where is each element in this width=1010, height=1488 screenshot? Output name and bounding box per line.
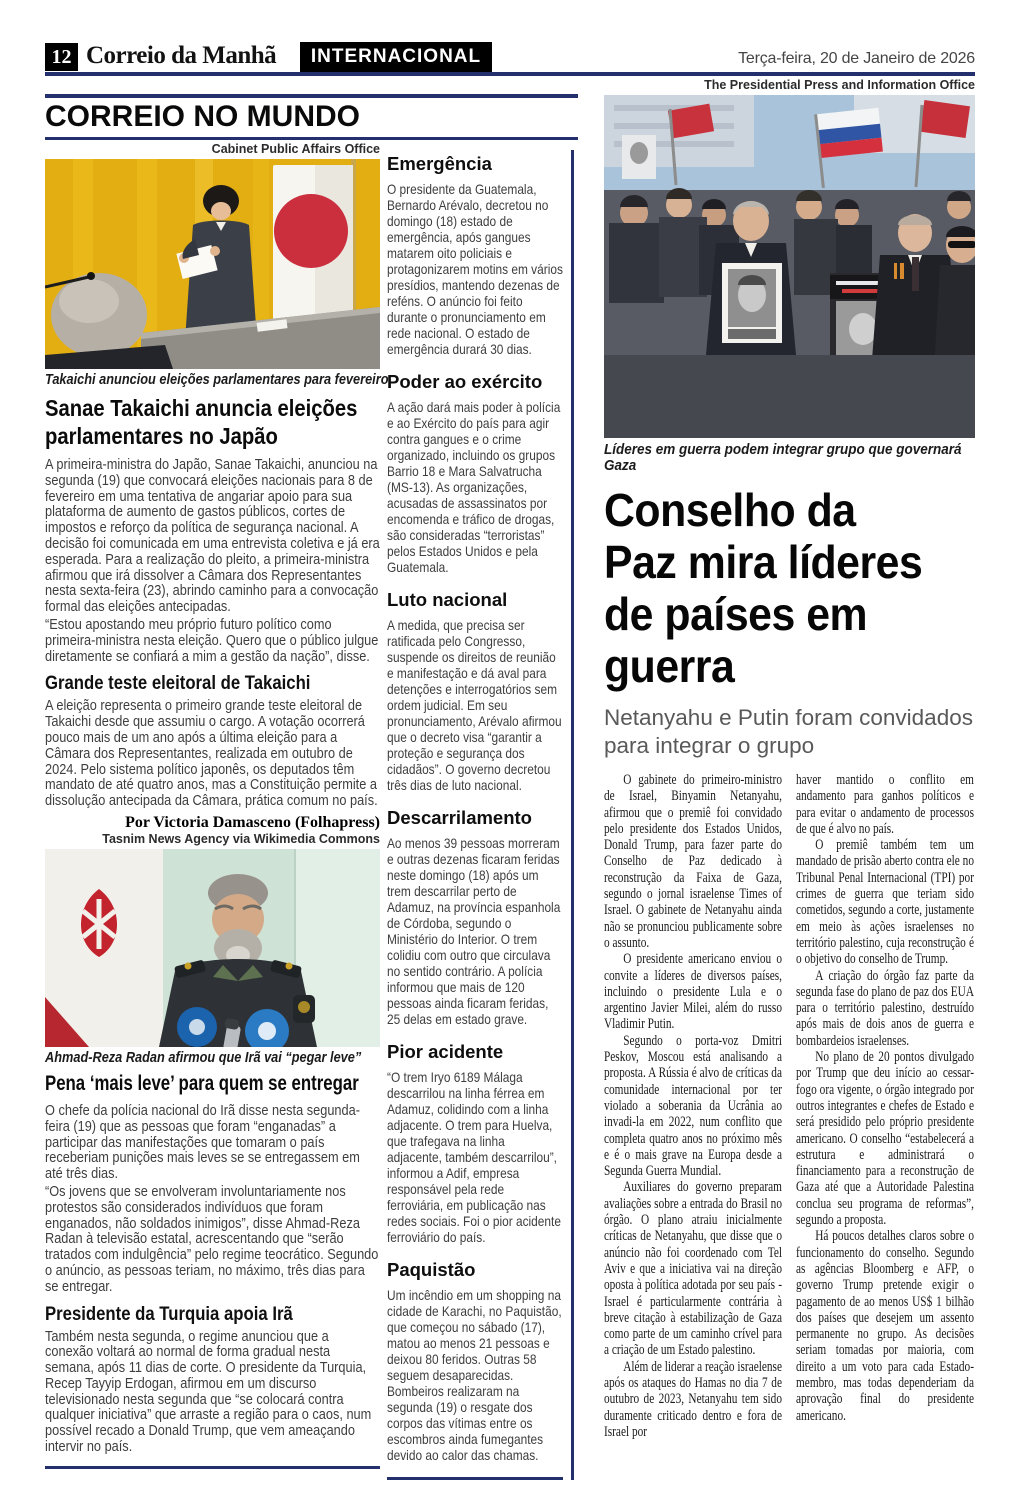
brief-paquistao [387,1259,563,1463]
paragraph: A criação do órgão faz parte da segunda fase do plano de paz dos EUA para o território palestino, destruído após mais de dois anos de guerra e bombardeios israelenses. [796,967,974,1049]
brief-body: A ação dará mais poder à polícia e ao Exército do país para agir contra gangues e o crime organizado, incluindo os grupos Barrio 18 e Mara Salvatrucha (MS-13). As organizações, acusadas de assassinatos por encomenda e tráfico de drogas, são consideradas “terroristas” pelos Estados Unidos e pela Guatemala. [387,399,561,575]
paragraph: Também nesta segunda, o regime anunciou que a conexão voltará ao normal de forma gradual nesta semana, após 11 dias de corte. O presidente da Turquia, Recep Tayyip Erdogan, afirmou em um discurso televisionado nesta segunda que “se colocará contra qualquer iniciativa” que arraste a região para o caos, num possível recado a Donald Trump, que vem ameaçando intervir no país. [45,1328,372,1456]
brief-body: Um incêndio em um shopping na cidade de Karachi, no Paquistão, que começou no sábado (17), matou ao menos 21 pessoas e deixou 80 feridos. Outras 58 seguem desaparecidas. Bombeiros realizaram na segunda (19) o resgate dos corpos das vítimas entre os escombros ainda fumegantes devido ao calor das chamas. [387,1287,562,1463]
masthead-logo: Correio da Manhã [86,42,277,69]
brief-title: Paquistão [387,1259,476,1280]
section-rule-top [45,94,578,98]
main-story-column [604,78,975,1440]
paragraph: haver mantido o conflito em andamento para ganhos políticos e para evitar o andamento de processos de que é alvo no país. [796,772,974,837]
photo-credit: Tasnim News Agency via Wikimedia Commons [102,831,380,846]
section-title: CORREIO NO MUNDO [45,100,360,133]
brief-body: O presidente da Guatemala, Bernardo Arévalo, decretou no domingo (18) estado de emergência, após gangues matarem oito policiais e protagonizarem motins em vários presídios, mantendo dezenas de reféns. O anúncio foi feito durante o pronunciamento em rede nacional. O estado de emergência durará 30 dias. [387,181,563,357]
column-end-rule [45,1466,380,1469]
edition-date: Terça-feira, 20 de Janeiro de 2026 [738,50,975,67]
article-body [45,458,380,665]
left-column [45,142,389,1469]
article-body [45,699,380,810]
paragraph: Há poucos detalhes claros sobre o funcionamento do conselho. Segundo as agências Bloomberg e AFP, o governo Trump pretende exigir o pagamento de ao menos US$ 1 bilhão dos países que desejem um assento permanente no grupo. As decisões seriam tomadas por maioria, com direito a um voto para cada Estado-membro, mas todas dependeriam da aprovação final do presidente americano. [796,1228,974,1424]
brief-body: Ao menos 39 pessoas morreram e outras dezenas ficaram feridas neste domingo (18) após um trem descarrilar perto de Adamuz, na província espanhola de Córdoba, segundo o Ministério do Interior. O trem colidiu com outro que circulava no sentido contrário. A polícia informou que mais de 120 pessoas ainda ficaram feridas, 25 delas em estado grave. [387,835,561,1027]
column-end-rule [387,1477,563,1480]
paragraph: O chefe da polícia nacional do Irã disse nesta segunda-feira (19) que as pessoas que foram “enganadas” a participar das manifestações que tomaram o país receberiam punições mais leves se se entregassem em até três dias. [45,1102,360,1183]
header-rule [45,72,975,76]
crowd-foreground [604,355,975,438]
paragraph: No plano de 20 pontos divulgado por Trump que deu início ao cessar-fogo ora vigente, o órgão integrado por outros integrantes e chefes de Estado e será presidido pelo próprio presidente americano. O conselho “estabelecerá a estrutura e administrará o financiamento para a reconstrução de Gaza até que a Autoridade Palestina conclua seu programa de reformas”, segundo a proposta. [796,1049,974,1229]
story-column-2 [796,772,974,1440]
paragraph: O premiê também tem um mandado de prisão aberto contra ele no Tribunal Penal Internacional (TPI) por crimes de guerra que teriam sido cometidos, segundo a corte, justamente em meio às ações israelenses no território palestino, cuja reconstrução é o objetivo do conselho de Trump. [796,837,974,968]
page-number: 12 [45,43,78,71]
brief-poder-ao-exercito [387,371,563,575]
paragraph: A eleição representa o primeiro grande teste eleitoral de Takaichi desde que assumiu o cargo. A votação ocorrerá pouco mais de um ano após a última eleição para a Câmara dos Representantes, realizada em outubro de 2024. Pelo sistema político japonês, os deputados têm mandato de até quatro anos, mas a Constituição permite a dissolução antecipada da Câmara, prática comum no país. [45,698,378,810]
article-body [45,1104,380,1296]
paragraph: “Os jovens que se envolveram involuntariamente nos protestos são considerados indivíduos que foram enganados, não soldados inimigos”, disse Ahmad-Reza Radan à televisão estatal, acrescentando que “serão tratados com indulgência” pelo regime teocrático. Segundo o anúncio, as pessoas teriam, no máximo, três dias para se entregar. [45,1183,379,1295]
radan-press-photo [45,849,380,1047]
article-headline: Sanae Takaichi anuncia eleições parlamentares no Japão [45,395,358,449]
paragraph: O presidente americano enviou o convite a líderes de diversos países, incluindo o presidente Lula e o argentino Javier Milei, além do russo Vladimir Putin. [604,951,782,1033]
brief-emergencia [387,153,563,357]
brief-title: Poder ao exército [387,371,543,392]
photo-credit: Cabinet Public Affairs Office [211,142,380,156]
brief-title: Emergência [387,153,492,174]
section-banner: INTERNACIONAL [300,42,492,72]
paragraph: Além de liderar a reação israelense após os ataques do Hamas no dia 7 de outubro de 2023, Netanyahu tem sido duramente criticado dentro e fora de Israel por [604,1358,782,1440]
story-column-1 [604,772,782,1440]
main-headline: Conselho da Paz mira líderes de países em guerra [604,484,923,692]
column-divider [571,150,574,1480]
main-subhead: Netanyahu e Putin foram convidados para integrar o grupo [604,705,973,758]
iran-flag [45,849,163,1047]
brief-descarrilamento [387,807,563,1027]
paragraph: “Estou apostando meu próprio futuro político como primeira-ministra nesta eleição. Quero que o público julgue diretamente se confiará a mim a gestão da nação”, disse. [45,616,379,665]
japan-flag-disc [274,194,348,268]
paragraph: Auxiliares do governo preparam avaliações sobre a entrada do Brasil no órgão. O plano atraiu inicialmente críticas de Netanyahu, que disse que o anúncio não foi coordenado com Tel Aviv e que a iniciativa vai na direção oposta à política adotada por seu país -Israel é particularmente contrária à breve citação à estabilização de Gaza como parte de um caminho crível para a criação de um Estado palestino. [604,1179,782,1359]
article-subhead: Grande teste eleitoral de Takaichi [45,673,311,695]
photo-caption: Ahmad-Reza Radan afirmou que Irã vai “pegar leve” [45,1049,362,1066]
paragraph: O gabinete do primeiro-ministro de Israel, Binyamin Netanyahu, afirmou que o premiê foi convidado pelo presidente dos Estados Unidos, Donald Trump, para fazer parte do Conselho de Paz dedicado à reconstrução da Faixa de Gaza, segundo o jornal israelense Times of Israel. O gabinete de Netanyahu ainda não se pronunciou publicamente sobre o assunto. [604,772,782,951]
brief-body: “O trem Iryo 6189 Málaga descarrilou na linha férrea em Adamuz, colidindo com a linha adjacente. O trem para Huelva, que trafegava na linha adjacente, também descarrilou”, informou a Adif, empresa responsável pela rede ferroviária, em publicação nas redes sociais. Foi o pior acidente ferroviário do país. [387,1069,561,1245]
brief-title: Pior acidente [387,1041,504,1062]
story-columns [604,772,975,1440]
photo-caption: Takaichi anunciou eleições parlamentares para fevereiro [45,372,389,388]
brief-luto-nacional [387,589,563,793]
briefs-column [387,153,563,1480]
brief-pior-acidente [387,1041,563,1245]
article-body [45,1330,380,1456]
brief-body: A medida, que precisa ser ratificada pelo Congresso, suspende os direitos de reunião e manifestação e dá aval para detenções e interrogatórios sem ordem judicial. Em seu pronunciamento, Arévalo afirmou que o decreto visa “garantir a proteção e segurança dos cidadãos”. O governo decretou três dias de luto nacional. [387,617,562,793]
article-headline: Pena ‘mais leve’ para quem se entregar [45,1071,359,1095]
article-subhead: Presidente da Turquia apoia Irã [45,1303,293,1325]
netanyahu-putin-march-photo [604,95,975,438]
paragraph: A primeira-ministra do Japão, Sanae Takaichi, anunciou na segunda (19) que convocará eleições nacionais para 8 de fevereiro em uma tentativa de angariar apoio para sua plataforma de aumento de gastos públicos, cortes de impostos e reforço da política de segurança nacional. A decisão foi comunicada em uma entrevista coletiva e já era esperada. Para a realização do pleito, a primeira-ministra afirmou que irá dissolver a Câmara dos Representantes nesta sexta-feira (23), abrindo caminho para a convocação formal das eleições antecipadas. [45,457,380,616]
brief-title: Luto nacional [387,589,508,610]
byline: Por Victoria Damasceno (Folhapress) [125,813,380,831]
takaichi-press-photo [45,159,380,369]
paragraph: Segundo o porta-voz Dmitri Peskov, Moscou está analisando a proposta. A Rússia é alvo de críticas da comunidade internacional por ter violado a soberania da Ucrânia ao invadi-la em 2022, num conflito que completa quatro anos no próximo mês e é o mais grave na Europa desde a Segunda Guerra Mundial. [604,1032,782,1180]
section-rule-bottom [45,137,578,140]
photo-caption: Líderes em guerra podem integrar grupo que governará Gaza [604,442,962,474]
brief-title: Descarrilamento [387,807,532,828]
photo-credit: The Presidential Press and Information Office [704,78,975,92]
